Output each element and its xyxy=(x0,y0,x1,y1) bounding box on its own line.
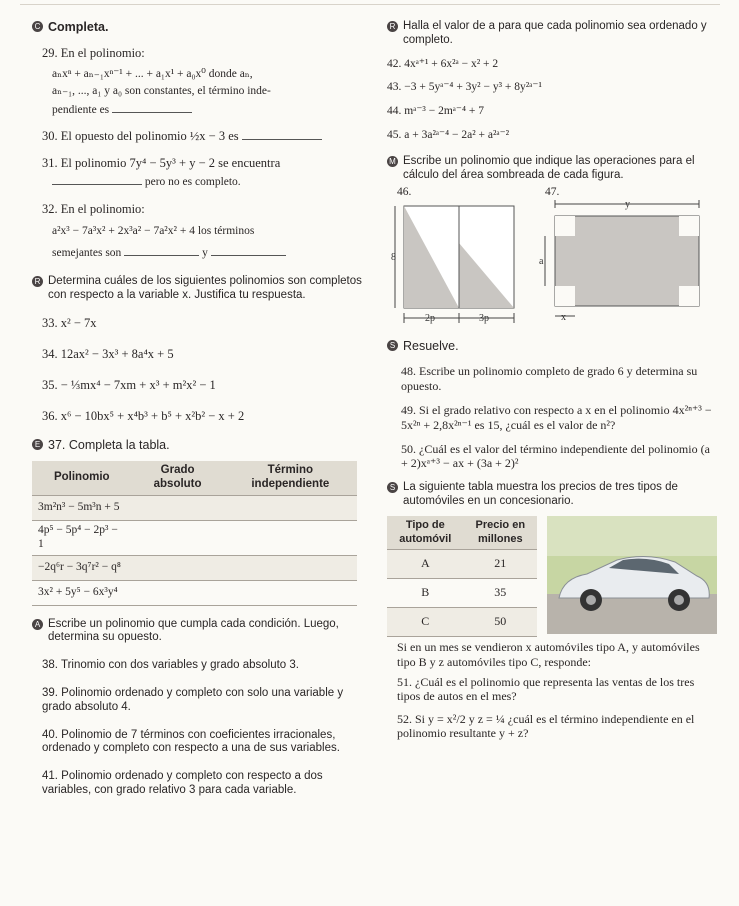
answer-cell[interactable] xyxy=(224,495,357,520)
fig47-label: y xyxy=(625,199,630,211)
q47-label: 47. xyxy=(545,186,560,199)
q46-label: 46. xyxy=(397,186,412,199)
q42-text: 42. 4xᵃ⁺¹ + 6x²ᵃ − x² + 2 xyxy=(387,57,499,70)
q41-text: 41. Polinomio ordenado y completo con respecto a dos variables, con grado relativo 3 para cada variable. xyxy=(42,770,323,796)
section-table-37 xyxy=(32,438,367,453)
table-row xyxy=(387,607,537,636)
table-header-independent: Término independiente xyxy=(224,461,357,495)
section-complete xyxy=(32,20,367,35)
q31-end: pero no es completo. xyxy=(144,176,241,189)
q32-answer-blank-1[interactable] xyxy=(124,245,199,256)
q48-text: 48. Escribe un polinomio completo de grado 6 y determina su opuesto. xyxy=(401,364,698,393)
table-header-degree: Grado absoluto xyxy=(132,461,224,495)
section-badge-icon: R xyxy=(32,276,43,287)
section-complete-title: Completa. xyxy=(48,20,109,34)
q51-text: 51. ¿Cuál es el polinomio que representa las ventas de los tres tipos de autos en el mes? xyxy=(397,675,695,704)
table-cell: 21 xyxy=(464,549,537,578)
car-photo xyxy=(547,516,717,634)
section-badge-icon: E xyxy=(32,439,43,450)
car-price-table xyxy=(387,516,537,636)
section-cars xyxy=(387,481,717,509)
q32-end: semejantes son xyxy=(52,246,122,259)
figure-47 xyxy=(539,198,709,328)
question-30 xyxy=(32,129,367,144)
question-29 xyxy=(32,46,367,117)
answer-cell[interactable] xyxy=(132,580,224,605)
table-cell: B xyxy=(387,578,464,607)
table-header-type: Tipo de automóvil xyxy=(387,516,464,549)
answer-cell[interactable] xyxy=(224,580,357,605)
section-solve xyxy=(387,339,717,354)
q49-text: 49. Si el grado relativo con respecto a x en el polinomio 4x²ⁿ⁺³ − 5x²ⁿ + 2,8x²ⁿ⁻¹ es 15, ¿cuál es el valor de n²? xyxy=(401,403,712,432)
table-cell: −2q⁶r − 3q⁷r² − q⁸ xyxy=(32,555,132,580)
q43-text: 43. −3 + 5yᵃ⁻⁴ + 3y² − y³ + 8y²ᵃ⁻¹ xyxy=(387,81,542,94)
answer-cell[interactable] xyxy=(224,555,357,580)
table-header-price: Precio en millones xyxy=(464,516,537,549)
q40-text: 40. Polinomio de 7 términos con coeficientes irracionales, ordenado y completo con respecto a una de sus variables. xyxy=(42,728,340,755)
fig46-label: 8 xyxy=(391,252,396,264)
section-badge-icon: M xyxy=(387,156,398,167)
q39-text: 39. Polinomio ordenado y completo con solo una variable y grado absoluto 4. xyxy=(42,686,344,713)
answer-cell[interactable] xyxy=(132,555,224,580)
table-row xyxy=(387,549,537,578)
section-find-text: Halla el valor de a para que cada polinomio sea ordenado y completo. xyxy=(403,20,707,46)
section-solve-title: Resuelve. xyxy=(403,339,459,354)
figures-area xyxy=(387,186,717,331)
answer-cell[interactable] xyxy=(224,520,357,555)
section-badge-icon: A xyxy=(32,619,43,630)
answer-cell[interactable] xyxy=(132,495,224,520)
table-cell: C xyxy=(387,607,464,636)
table-cell: 3x² + 5y⁵ − 6x³y⁴ xyxy=(32,580,132,605)
section-cars-text: La siguiente tabla muestra los precios de tres tipos de automóviles en un concesionario. xyxy=(403,480,678,507)
question-32 xyxy=(32,202,367,261)
q31-answer-blank[interactable] xyxy=(52,174,142,185)
figure-46 xyxy=(387,198,537,328)
table-header-polynomial: Polinomio xyxy=(32,461,132,495)
q44-text: 44. mᵃ⁻³ − 2mᵃ⁻⁴ + 7 xyxy=(387,105,484,118)
q30-text: 30. El opuesto del polinomio ½x − 3 es xyxy=(42,129,239,144)
table-row xyxy=(32,495,357,520)
q33-text: 33. x² − 7x xyxy=(42,316,97,331)
polynomial-table xyxy=(32,461,357,605)
q35-text: 35. − ⅓mx⁴ − 7xm + x³ + m²x² − 1 xyxy=(42,378,216,393)
q29-formula: aₙxⁿ + aₙ₋₁xⁿ⁻¹ + ... + a₁x¹ + a₀x⁰ donde aₙ, xyxy=(52,68,253,80)
q52-text: 52. Si y = x²/2 y z = ¼ ¿cuál es el término independiente en el polinomio resultante y + z? xyxy=(397,711,695,741)
q50-text: 50. ¿Cuál es el valor del término independiente del polinomio (a + 2)xᵃ⁺³ − ax + (3a + 2)² xyxy=(401,441,710,471)
q45-text: 45. a + 3a²ᵃ⁻⁴ − 2a² + a²ᵃ⁻² xyxy=(387,128,510,141)
q36-text: 36. x⁶ − 10bx⁵ + x⁴b³ + b⁵ + x²b² − x + 2 xyxy=(42,409,245,424)
answer-cell[interactable] xyxy=(132,520,224,555)
q32-formula: a²x³ − 7a³x² + 2x³a² − 7a²x² + 4 los términos xyxy=(52,225,255,238)
section-write xyxy=(32,618,367,646)
q32-answer-blank-2[interactable] xyxy=(211,245,286,256)
section-area-text: Escribe un polinomio que indique las operaciones para el cálculo del área sombreada de cada figura. xyxy=(403,154,695,181)
table-row xyxy=(32,520,357,555)
table-cell: 4p⁵ − 5p⁴ − 2p³ − 1 xyxy=(32,520,132,555)
table-cell: 50 xyxy=(464,607,537,636)
right-column xyxy=(387,20,717,741)
fig47-label: a xyxy=(539,256,544,268)
fig46-label: 3p xyxy=(479,313,489,325)
table-cell: 35 xyxy=(464,578,537,607)
cars-area xyxy=(387,516,717,634)
section-write-text: Escribe un polinomio que cumpla cada condición. Luego, determina su opuesto. xyxy=(48,617,339,644)
fig47-label: x xyxy=(561,312,566,324)
q34-text: 34. 12ax² − 3x³ + 8a⁴x + 5 xyxy=(42,347,174,362)
table-row xyxy=(32,580,357,605)
section-badge-icon: C xyxy=(32,21,43,32)
table-cell: 3m²n³ − 5m³n + 5 xyxy=(32,495,132,520)
q29-text: 29. En el polinomio: xyxy=(42,46,145,60)
q38-text: 38. Trinomio con dos variables y grado absoluto 3. xyxy=(42,659,299,672)
section-badge-icon: S xyxy=(387,482,398,493)
section-find xyxy=(387,20,717,48)
section-badge-icon: R xyxy=(387,21,398,32)
q29-end: pendiente es xyxy=(52,103,110,116)
q51-intro: Si en un mes se vendieron x automóviles tipo A, y automóviles tipo B y z automóviles tipo C, responde: xyxy=(397,640,700,669)
q32-and: y xyxy=(202,246,208,259)
table-row xyxy=(387,578,537,607)
top-rule xyxy=(20,4,720,5)
q31-text: 31. El polinomio 7y⁴ − 5y³ + y − 2 se encuentra xyxy=(42,156,281,171)
q37-text: 37. Completa la tabla. xyxy=(48,438,170,453)
q29-answer-blank[interactable] xyxy=(112,102,192,113)
q30-answer-blank[interactable] xyxy=(242,129,322,140)
left-column xyxy=(32,20,367,798)
table-cell: A xyxy=(387,549,464,578)
section-determine-text: Determina cuáles de los siguientes polinomios son completos con respecto a la variable x. Justifica tu respuesta. xyxy=(48,274,362,301)
table-row xyxy=(32,555,357,580)
q32-text: 32. En el polinomio: xyxy=(42,202,145,217)
question-31 xyxy=(32,156,367,190)
fig46-label: 2p xyxy=(425,313,435,325)
q29-formula-2: aₙ₋₁, ..., a₁ y a₀ son constantes, el término inde- xyxy=(52,84,271,97)
section-area xyxy=(387,155,717,183)
section-determine xyxy=(32,275,367,303)
section-badge-icon: S xyxy=(387,340,398,351)
